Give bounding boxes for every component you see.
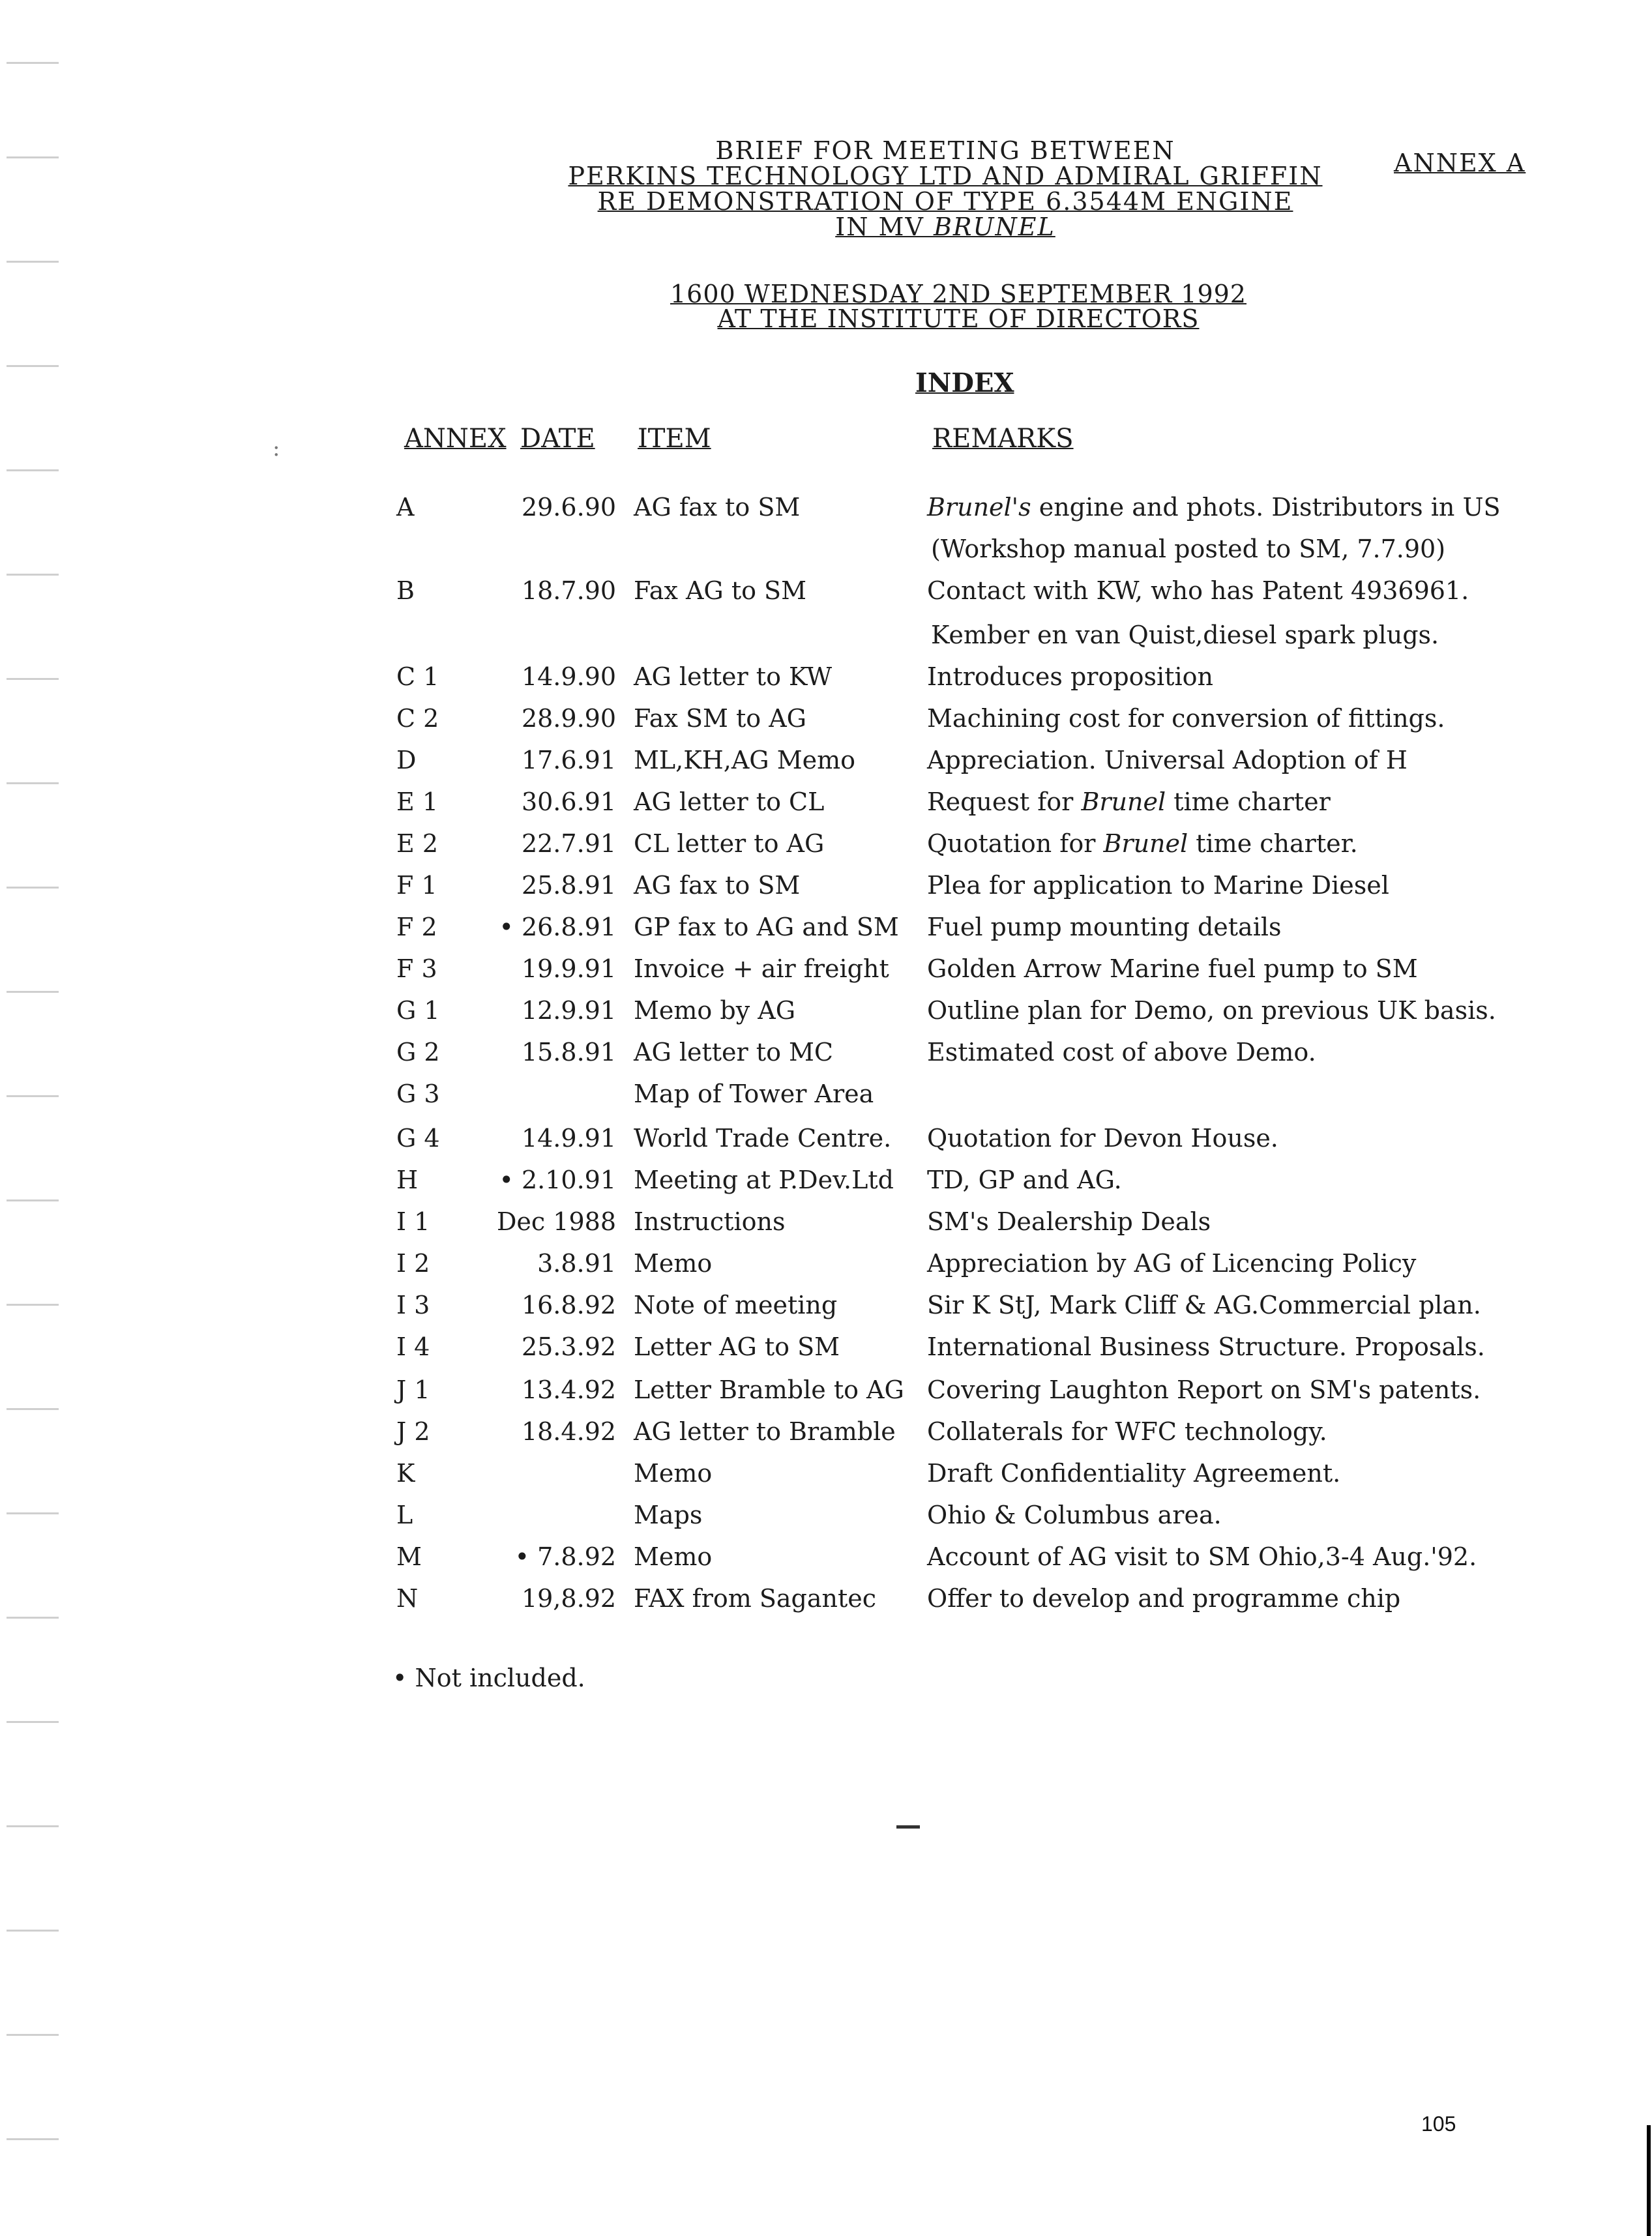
- remarks-cell: Covering Laughton Report on SM's patents.: [927, 1375, 1481, 1404]
- remarks-cell: Contact with KW, who has Patent 4936961.: [927, 576, 1469, 605]
- item-cell: CL letter to AG: [634, 829, 825, 858]
- date-cell: 25.3.92: [521, 1332, 616, 1361]
- item-cell: AG fax to SM: [634, 871, 801, 900]
- annex-cell: M: [396, 1542, 422, 1571]
- item-cell: Fax AG to SM: [634, 576, 806, 605]
- annex-cell: N: [396, 1584, 419, 1613]
- meeting-venue: AT THE INSTITUTE OF DIRECTORS: [717, 304, 1200, 333]
- item-cell: GP fax to AG and SM: [634, 913, 899, 941]
- item-cell: AG letter to CL: [634, 787, 825, 816]
- not-included-marker: •: [514, 1542, 530, 1571]
- remarks-cell: International Business Structure. Proposals.: [927, 1332, 1485, 1361]
- date-cell: • 26.8.91: [499, 913, 616, 941]
- column-header-remarks: REMARKS: [932, 424, 1074, 454]
- annex-cell: F 3: [396, 954, 437, 983]
- date-cell: • 2.10.91: [499, 1166, 616, 1194]
- date-cell: 18.4.92: [521, 1417, 616, 1446]
- table-row: [0, 704, 1652, 746]
- title-line-vessel: IN MV BRUNEL: [835, 213, 1055, 241]
- table-row: [0, 1166, 1652, 1207]
- item-cell: AG letter to MC: [634, 1038, 834, 1067]
- date-cell: 3.8.91: [537, 1249, 616, 1278]
- not-included-marker: •: [499, 913, 514, 941]
- remarks-cell: Brunel's engine and phots. Distributors in US: [927, 493, 1501, 522]
- table-row: [0, 1038, 1652, 1080]
- footnote: • Not included.: [392, 1664, 585, 1692]
- remarks-cell: Machining cost for conversion of fittings.: [927, 704, 1445, 733]
- table-row: [0, 662, 1652, 704]
- title-line: PERKINS TECHNOLOGY LTD AND ADMIRAL GRIFFIN: [568, 162, 1323, 190]
- item-cell: Fax SM to AG: [634, 704, 806, 733]
- table-row: [0, 576, 1652, 618]
- item-cell: Letter Bramble to AG: [634, 1375, 904, 1404]
- remarks-cell: SM's Dealership Deals: [927, 1207, 1211, 1236]
- annex-cell: I 3: [396, 1291, 430, 1319]
- date-cell: 17.6.91: [521, 746, 616, 774]
- date-cell: 14.9.90: [521, 662, 616, 691]
- annex-cell: K: [396, 1459, 415, 1488]
- remarks-cell: Appreciation by AG of Licencing Policy: [927, 1249, 1417, 1278]
- date-cell: 12.9.91: [521, 996, 616, 1025]
- table-row: [0, 871, 1652, 913]
- title-line: BRIEF FOR MEETING BETWEEN: [715, 136, 1175, 165]
- date-cell: 13.4.92: [521, 1375, 616, 1404]
- remarks-cell: Quotation for Devon House.: [927, 1124, 1278, 1153]
- remarks-cell: Collaterals for WFC technology.: [927, 1417, 1327, 1446]
- not-included-marker: •: [499, 1166, 514, 1194]
- remarks-cell: TD, GP and AG.: [927, 1166, 1122, 1194]
- meeting-datetime: 1600 WEDNESDAY 2ND SEPTEMBER 1992: [670, 280, 1246, 308]
- binder-hole-mark: :: [273, 435, 280, 462]
- remarks-cell: Outline plan for Demo, on previous UK basis.: [927, 996, 1496, 1025]
- item-cell: Memo: [634, 1249, 713, 1278]
- scan-edge-bar: [1647, 2125, 1651, 2236]
- table-row: [0, 1375, 1652, 1417]
- index-heading: INDEX: [915, 368, 1014, 398]
- edge-mark: [7, 1721, 59, 1723]
- date-cell: 14.9.91: [521, 1124, 616, 1153]
- table-row: [0, 1124, 1652, 1166]
- item-cell: AG letter to KW: [634, 662, 833, 691]
- item-cell: AG fax to SM: [634, 493, 801, 522]
- page-number: 105: [1421, 2112, 1456, 2136]
- remarks-cell: Golden Arrow Marine fuel pump to SM: [927, 954, 1418, 983]
- remarks-cell: Offer to develop and programme chip: [927, 1584, 1401, 1613]
- edge-mark: [7, 2034, 59, 2036]
- item-cell: Maps: [634, 1501, 703, 1529]
- item-cell: Letter AG to SM: [634, 1332, 840, 1361]
- meeting-details: [652, 282, 1265, 331]
- annex-cell: I 1: [396, 1207, 430, 1236]
- annex-cell: E 1: [396, 787, 438, 816]
- date-cell: 18.7.90: [521, 576, 616, 605]
- item-cell: Note of meeting: [634, 1291, 838, 1319]
- date-cell: 15.8.91: [521, 1038, 616, 1067]
- remarks-cell: Account of AG visit to SM Ohio,3-4 Aug.'92.: [927, 1542, 1477, 1571]
- item-cell: Instructions: [634, 1207, 786, 1236]
- edge-mark: [7, 1825, 59, 1827]
- remarks-continuation: (Workshop manual posted to SM, 7.7.90): [931, 535, 1446, 563]
- annex-cell: D: [396, 746, 417, 774]
- annex-cell: G 1: [396, 996, 440, 1025]
- remarks-cell: Appreciation. Universal Adoption of H: [927, 746, 1408, 774]
- remarks-cell: Quotation for Brunel time charter.: [927, 829, 1358, 858]
- remarks-cell: Introduces proposition: [927, 662, 1213, 691]
- item-cell: AG letter to Bramble: [634, 1417, 896, 1446]
- edge-mark: [7, 1930, 59, 1932]
- item-cell: Map of Tower Area: [634, 1080, 874, 1108]
- annex-cell: J 2: [396, 1417, 430, 1446]
- table-row: [0, 1584, 1652, 1626]
- table-row: [0, 1080, 1652, 1121]
- remarks-cell: Fuel pump mounting details: [927, 913, 1282, 941]
- item-cell: ML,KH,AG Memo: [634, 746, 856, 774]
- item-cell: World Trade Centre.: [634, 1124, 892, 1153]
- item-cell: Memo: [634, 1459, 713, 1488]
- annex-cell: L: [396, 1501, 413, 1529]
- column-header-item: ITEM: [638, 424, 711, 454]
- annex-cell: C 2: [396, 704, 439, 733]
- table-row: [0, 1542, 1652, 1584]
- item-cell: Meeting at P.Dev.Ltd: [634, 1166, 894, 1194]
- table-row: [0, 1417, 1652, 1459]
- annex-cell: C 1: [396, 662, 439, 691]
- column-header-date: DATE: [520, 424, 595, 454]
- annex-tag: ANNEX A: [1394, 149, 1526, 177]
- table-row: [0, 787, 1652, 829]
- edge-mark: [7, 261, 59, 263]
- remarks-cell: Request for Brunel time charter: [927, 787, 1331, 816]
- edge-mark: [7, 156, 59, 158]
- annex-cell: I 4: [396, 1332, 430, 1361]
- remarks-cell: Estimated cost of above Demo.: [927, 1038, 1316, 1067]
- date-cell: 16.8.92: [521, 1291, 616, 1319]
- annex-cell: J 1: [396, 1375, 430, 1404]
- document-title: [561, 138, 1330, 240]
- table-row: [0, 746, 1652, 787]
- annex-cell: G 2: [396, 1038, 440, 1067]
- item-cell: Memo by AG: [634, 996, 796, 1025]
- edge-mark: [7, 469, 59, 471]
- table-row: [0, 1249, 1652, 1291]
- remarks-cell: Ohio & Columbus area.: [927, 1501, 1222, 1529]
- annex-cell: E 2: [396, 829, 438, 858]
- centre-dash-mark: [896, 1825, 920, 1829]
- table-row: [0, 996, 1652, 1038]
- table-row: [0, 913, 1652, 954]
- annex-cell: H: [396, 1166, 419, 1194]
- annex-cell: B: [396, 576, 415, 605]
- table-row: [0, 1332, 1652, 1374]
- table-row: [0, 493, 1652, 535]
- column-header-annex: ANNEX: [404, 424, 507, 454]
- title-line: RE DEMONSTRATION OF TYPE 6.3544M ENGINE: [597, 187, 1293, 216]
- remarks-continuation: Kember en van Quist,diesel spark plugs.: [931, 621, 1439, 649]
- date-cell: 19,8.92: [521, 1584, 616, 1613]
- annex-cell: G 3: [396, 1080, 440, 1108]
- date-cell: 30.6.91: [521, 787, 616, 816]
- edge-mark: [7, 574, 59, 576]
- date-cell: • 7.8.92: [514, 1542, 616, 1571]
- date-cell: 25.8.91: [521, 871, 616, 900]
- date-cell: 22.7.91: [521, 829, 616, 858]
- table-row: [0, 829, 1652, 871]
- date-cell: 29.6.90: [521, 493, 616, 522]
- annex-cell: F 2: [396, 913, 437, 941]
- annex-cell: I 2: [396, 1249, 430, 1278]
- remarks-cell: Plea for application to Marine Diesel: [927, 871, 1389, 900]
- table-row: [0, 1291, 1652, 1332]
- annex-cell: F 1: [396, 871, 437, 900]
- date-cell: Dec 1988: [496, 1207, 616, 1236]
- table-row: [0, 1207, 1652, 1249]
- item-cell: Invoice + air freight: [634, 954, 889, 983]
- remarks-cell: Draft Confidentiality Agreement.: [927, 1459, 1341, 1488]
- date-cell: 28.9.90: [521, 704, 616, 733]
- edge-mark: [7, 62, 59, 64]
- edge-mark: [7, 365, 59, 367]
- table-row: [0, 954, 1652, 996]
- annex-cell: A: [396, 493, 415, 522]
- item-cell: FAX from Sagantec: [634, 1584, 877, 1613]
- table-row: [0, 1501, 1652, 1542]
- edge-mark: [7, 2138, 59, 2140]
- remarks-cell: Sir K StJ, Mark Cliff & AG.Commercial plan.: [927, 1291, 1481, 1319]
- table-row: [0, 1459, 1652, 1501]
- annex-cell: G 4: [396, 1124, 440, 1153]
- item-cell: Memo: [634, 1542, 713, 1571]
- date-cell: 19.9.91: [521, 954, 616, 983]
- vessel-name: BRUNEL: [933, 213, 1055, 241]
